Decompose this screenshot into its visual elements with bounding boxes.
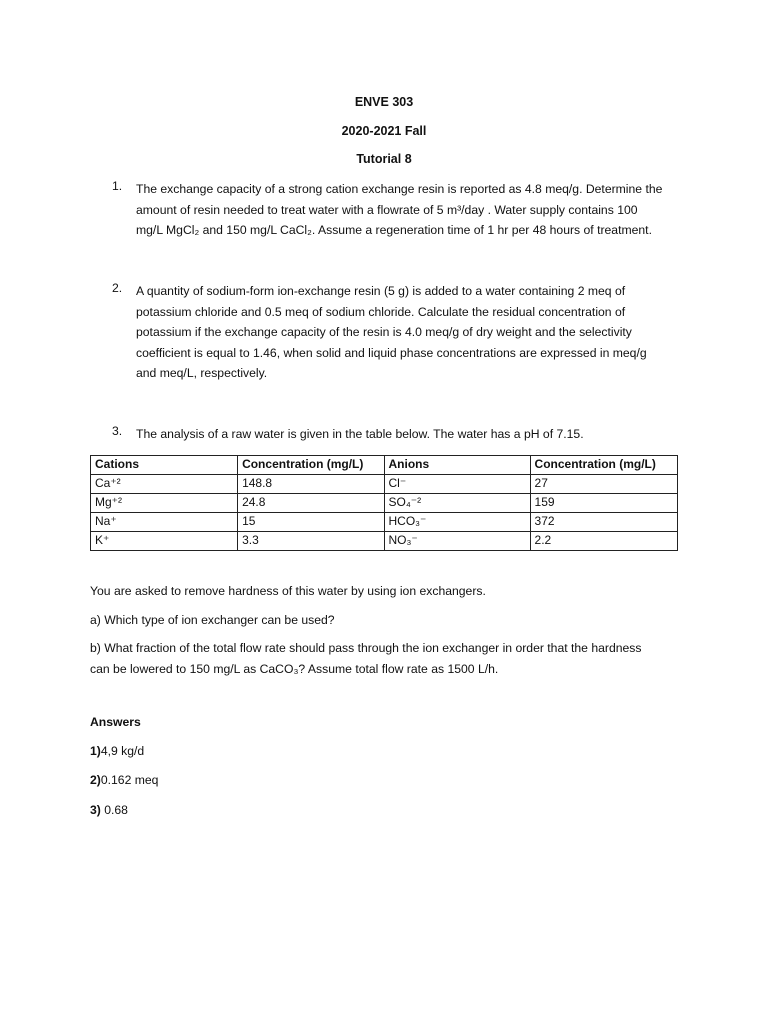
question-text — [136, 179, 678, 241]
table-cell: Na⁺ — [91, 513, 238, 532]
table-cell: 27 — [530, 475, 677, 494]
answer-value: 0.68 — [100, 803, 128, 817]
table-cell: NO₃⁻ — [384, 532, 530, 551]
answer-item — [90, 773, 158, 788]
question-line: and meq/L, respectively. — [136, 366, 268, 380]
term: 2020-2021 Fall — [341, 124, 427, 138]
q3-intro: You are asked to remove hardness of this water by using ion exchangers. — [90, 584, 486, 598]
q3-part-a: a) Which type of ion exchanger can be used? — [90, 613, 335, 627]
table-cell: Cl⁻ — [384, 475, 530, 494]
answer-value: 4,9 kg/d — [100, 744, 145, 758]
answers-heading: Answers — [90, 715, 141, 729]
answer-item — [90, 803, 128, 818]
table-cell: Mg⁺² — [91, 494, 238, 513]
answer-value: 0.162 meq — [100, 773, 159, 787]
table-cell: 2.2 — [530, 532, 677, 551]
table-cell: SO₄⁻² — [384, 494, 530, 513]
q3-part-b — [90, 638, 680, 679]
table-cell: 24.8 — [238, 494, 384, 513]
question-line: potassium if the exchange capacity of the resin is 4.0 meq/g of dry weight and the selectivity — [136, 325, 632, 339]
table-cell: HCO₃⁻ — [384, 513, 530, 532]
table-header: Anions — [384, 456, 530, 475]
table-cell: 15 — [238, 513, 384, 532]
question-number: 2. — [112, 281, 123, 295]
question-line: amount of resin needed to treat water with a flowrate of 5 m³/day . Water supply contains 100 — [136, 202, 638, 217]
question-line: mg/L MgCl₂ and 150 mg/L CaCl₂. Assume a regeneration time of 1 hr per 48 hours of treatment. — [136, 223, 652, 237]
question-number: 1. — [112, 179, 123, 193]
answer-label: 2) — [90, 773, 101, 787]
table-row — [91, 532, 678, 551]
q3-part-b-line: b) What fraction of the total flow rate should pass through the ion exchanger in order that the hardness — [90, 641, 642, 655]
question-text — [136, 424, 678, 445]
question-line: The analysis of a raw water is given in the table below. The water has a pH of 7.15. — [136, 427, 584, 441]
answer-label: 3) — [90, 803, 101, 817]
tutorial-title: Tutorial 8 — [356, 152, 412, 166]
table-cell: 372 — [530, 513, 677, 532]
question-number: 3. — [112, 424, 123, 438]
q3-part-b-line: can be lowered to 150 mg/L as CaCO₃? Assume total flow rate as 1500 L/h. — [90, 661, 499, 676]
table-cell: Ca⁺² — [91, 475, 238, 494]
table-row — [91, 513, 678, 532]
table-header-row — [91, 456, 678, 475]
table-header: Concentration (mg/L) — [238, 456, 384, 475]
table-cell: 148.8 — [238, 475, 384, 494]
water-analysis-table — [90, 455, 678, 551]
answer-label: 1) — [90, 744, 101, 758]
table-header: Cations — [91, 456, 238, 475]
question-line: coefficient is equal to 1.46, when solid and liquid phase concentrations are expressed in meq/g — [136, 345, 647, 360]
table-row — [91, 475, 678, 494]
table-row — [91, 494, 678, 513]
table-cell: K⁺ — [91, 532, 238, 551]
course-code: ENVE 303 — [354, 95, 414, 109]
question-line: potassium chloride and 0.5 meq of sodium chloride. Calculate the residual concentration of — [136, 304, 626, 319]
table-cell: 159 — [530, 494, 677, 513]
question-line: A quantity of sodium-form ion-exchange resin (5 g) is added to a water containing 2 meq of — [136, 284, 626, 298]
answer-item — [90, 744, 144, 759]
table-cell: 3.3 — [238, 532, 384, 551]
question-text — [136, 281, 678, 384]
question-line: The exchange capacity of a strong cation exchange resin is reported as 4.8 meq/g. Determine the — [136, 182, 663, 196]
table-header: Concentration (mg/L) — [530, 456, 677, 475]
